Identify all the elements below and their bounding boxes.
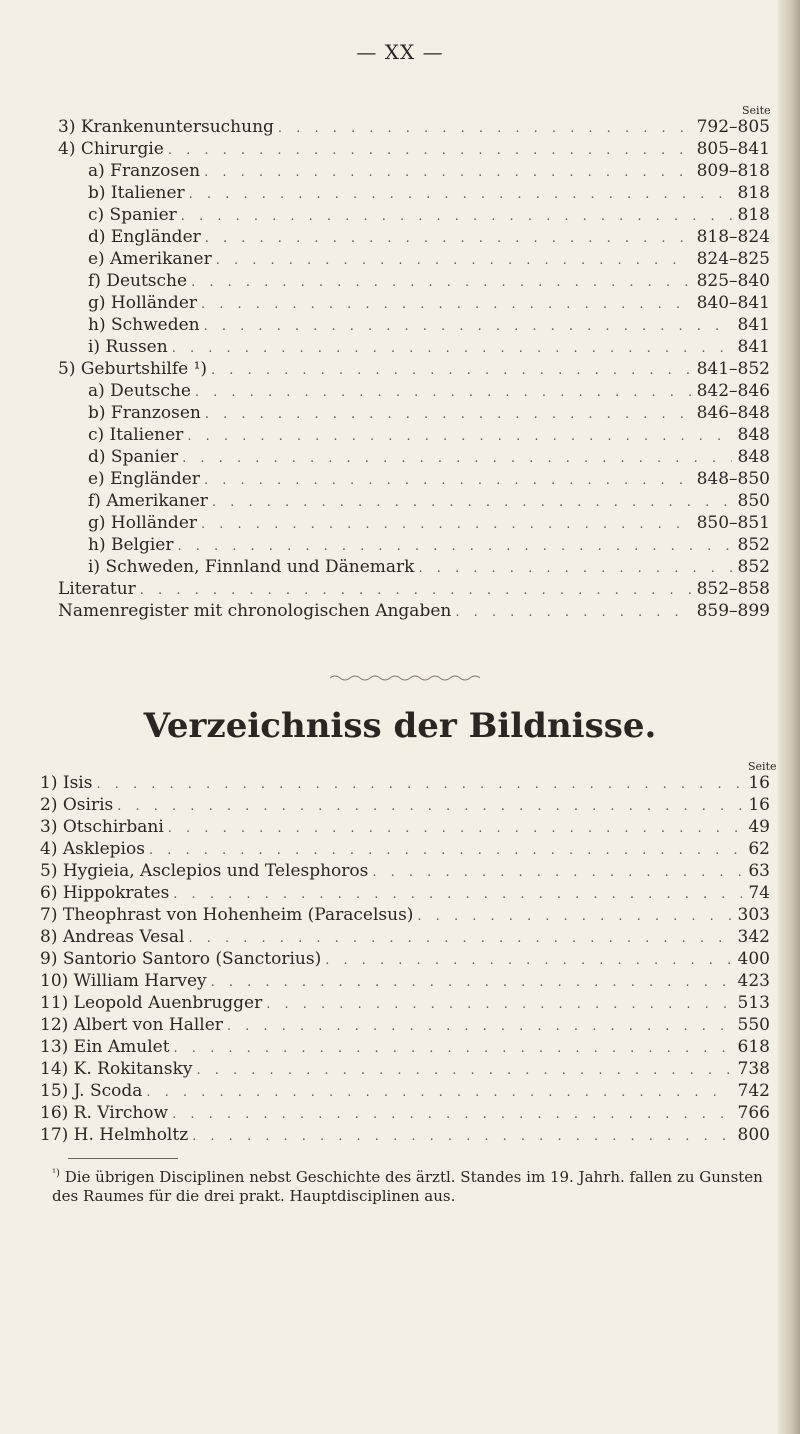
portrait-row <box>40 1080 770 1102</box>
toc-page: 841 <box>737 315 770 335</box>
toc-row <box>88 204 770 226</box>
toc-label: 4) Chirurgie <box>58 139 164 159</box>
toc-row <box>88 534 770 556</box>
footnote-rule <box>68 1158 178 1159</box>
page-number-header: — XX — <box>356 40 444 64</box>
portrait-label: 1) Isis <box>40 773 93 793</box>
toc-page: 848 <box>737 425 770 445</box>
toc-label: c) Spanier <box>88 205 177 225</box>
portrait-page: 742 <box>737 1081 770 1101</box>
portrait-row <box>40 1058 770 1080</box>
portrait-label: 10) William Harvey <box>40 971 207 991</box>
toc-label: d) Spanier <box>88 447 179 467</box>
toc-label: g) Holländer <box>88 293 198 313</box>
toc-row <box>88 314 770 336</box>
toc-page: 852 <box>737 535 770 555</box>
toc-row <box>88 182 770 204</box>
toc-label: e) Engländer <box>88 469 200 489</box>
portrait-row <box>40 992 770 1014</box>
toc-page: 840–841 <box>696 293 770 313</box>
toc-label: b) Franzosen <box>88 403 201 423</box>
toc-label: i) Russen <box>88 337 168 357</box>
portrait-row <box>40 926 770 948</box>
portrait-page: 62 <box>748 839 770 859</box>
portrait-page: 303 <box>737 905 770 925</box>
portrait-label: 17) H. Helmholtz <box>40 1125 189 1145</box>
portrait-page: 766 <box>737 1103 770 1123</box>
portrait-label: 4) Asklepios <box>40 839 145 859</box>
toc-row <box>88 512 770 534</box>
toc-label: f) Amerikaner <box>88 491 208 511</box>
portrait-row <box>40 1014 770 1036</box>
toc-row <box>88 248 770 270</box>
toc-label: h) Belgier <box>88 535 174 555</box>
toc-page: 818 <box>737 183 770 203</box>
portrait-label: 9) Santorio Santoro (Sanctorius) <box>40 949 322 969</box>
toc-page: 842–846 <box>696 381 770 401</box>
toc-row <box>88 292 770 314</box>
toc-label: g) Holländer <box>88 513 198 533</box>
toc-label: b) Italiener <box>88 183 185 203</box>
portrait-label: 16) R. Virchow <box>40 1103 169 1123</box>
toc-label: d) Engländer <box>88 227 201 247</box>
toc-row <box>88 270 770 292</box>
footnote <box>52 1164 772 1206</box>
portrait-page: 513 <box>737 993 770 1013</box>
portrait-row <box>40 904 770 926</box>
toc-page: 848 <box>737 447 770 467</box>
portrait-row <box>40 860 770 882</box>
portrait-row <box>40 794 770 816</box>
portrait-page: 423 <box>737 971 770 991</box>
toc-page: 841 <box>737 337 770 357</box>
portrait-row <box>40 882 770 904</box>
toc-row <box>58 578 770 600</box>
toc-page: 818–824 <box>696 227 770 247</box>
portrait-label: 2) Osiris <box>40 795 114 815</box>
portrait-row <box>40 838 770 860</box>
toc-row <box>88 336 770 358</box>
portrait-label: 14) K. Rokitansky <box>40 1059 193 1079</box>
portrait-label: 11) Leopold Auenbrugger <box>40 993 263 1013</box>
toc-page: 805–841 <box>696 139 770 159</box>
toc-label: i) Schweden, Finnland und Dänemark <box>88 557 415 577</box>
toc-row <box>58 138 770 160</box>
toc-row <box>88 160 770 182</box>
toc-row <box>58 600 770 622</box>
footnote-text: Die übrigen Disciplinen nebst Geschichte des ärztl. Standes im 19. Jahrh. fallen zu Gunsten des Raumes für die drei prakt. Hauptdisciplinen aus. <box>52 1168 763 1205</box>
portrait-page: 63 <box>748 861 770 881</box>
portrait-row <box>40 816 770 838</box>
portrait-label: 12) Albert von Haller <box>40 1015 223 1035</box>
portrait-page: 49 <box>748 817 770 837</box>
toc-row <box>88 380 770 402</box>
portrait-label: 6) Hippokrates <box>40 883 170 903</box>
portrait-label: 8) Andreas Vesal <box>40 927 185 947</box>
toc-row <box>58 358 770 380</box>
portrait-label: 7) Theophrast von Hohenheim (Paracelsus) <box>40 905 414 925</box>
toc-page: 850 <box>737 491 770 511</box>
portrait-row <box>40 948 770 970</box>
toc-label: 3) Krankenuntersuchung <box>58 117 274 137</box>
toc-row <box>58 116 770 138</box>
toc-row <box>88 424 770 446</box>
portrait-page: 342 <box>737 927 770 947</box>
toc-row <box>88 446 770 468</box>
toc-page: 859–899 <box>696 601 770 621</box>
toc-label: Namenregister mit chronologischen Angaben <box>58 601 452 621</box>
portrait-page: 16 <box>748 795 770 815</box>
toc-row <box>88 468 770 490</box>
toc-page: 850–851 <box>696 513 770 533</box>
toc-page: 824–825 <box>696 249 770 269</box>
portrait-row <box>40 970 770 992</box>
portrait-page: 400 <box>737 949 770 969</box>
portrait-page: 618 <box>737 1037 770 1057</box>
toc-page: 846–848 <box>696 403 770 423</box>
toc-page: 848–850 <box>696 469 770 489</box>
toc-label: f) Deutsche <box>88 271 188 291</box>
toc-label: h) Schweden <box>88 315 200 335</box>
toc-row <box>88 490 770 512</box>
toc-page: 852–858 <box>696 579 770 599</box>
portrait-label: 15) J. Scoda <box>40 1081 143 1101</box>
section-title: Verzeichniss der Bildnisse. <box>143 706 657 746</box>
portrait-page: 800 <box>737 1125 770 1145</box>
page-edge-shadow <box>778 0 800 1434</box>
toc-label: Literatur <box>58 579 136 599</box>
toc-row <box>88 556 770 578</box>
toc-page: 825–840 <box>696 271 770 291</box>
column-label-seite: Seite <box>748 760 777 773</box>
portrait-page: 738 <box>737 1059 770 1079</box>
toc-page: 809–818 <box>696 161 770 181</box>
portrait-label: 13) Ein Amulet <box>40 1037 170 1057</box>
portrait-label: 5) Hygieia, Asclepios und Telesphoros <box>40 861 369 881</box>
portrait-row <box>40 1124 770 1146</box>
toc-label: 5) Geburtshilfe ¹) <box>58 359 208 379</box>
decorative-wave-ornament <box>330 674 480 682</box>
toc-label: c) Italiener <box>88 425 184 445</box>
portrait-page: 74 <box>748 883 770 903</box>
toc-label: a) Deutsche <box>88 381 191 401</box>
portrait-page: 16 <box>748 773 770 793</box>
toc-page: 818 <box>737 205 770 225</box>
toc-label: e) Amerikaner <box>88 249 212 269</box>
toc-page: 841–852 <box>696 359 770 379</box>
toc-row <box>88 402 770 424</box>
toc-row <box>88 226 770 248</box>
toc-label: a) Franzosen <box>88 161 201 181</box>
portrait-row <box>40 1036 770 1058</box>
toc-page: 792–805 <box>696 117 770 137</box>
column-label-seite-top: Seite <box>742 104 771 117</box>
toc-page: 852 <box>737 557 770 577</box>
portrait-page: 550 <box>737 1015 770 1035</box>
portrait-label: 3) Otschirbani <box>40 817 164 837</box>
portrait-row <box>40 772 770 794</box>
footnote-marker: ¹) <box>52 1168 60 1179</box>
portrait-row <box>40 1102 770 1124</box>
